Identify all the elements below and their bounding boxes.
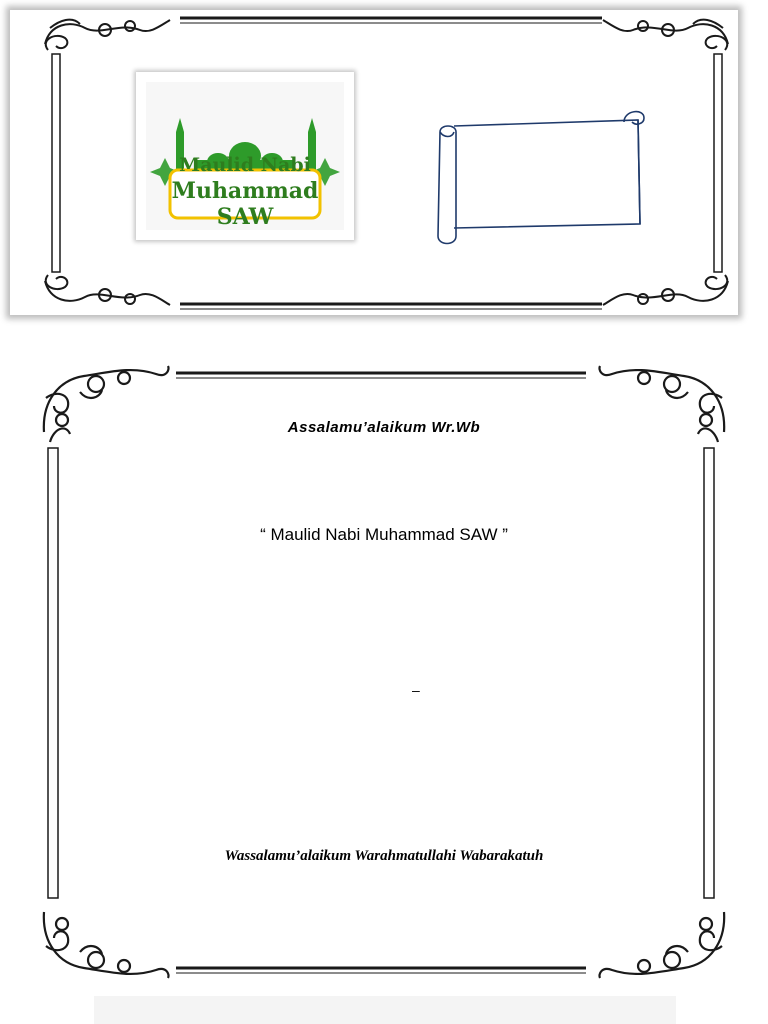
corner-ornament-bottom-left [45,275,170,305]
corner-ornament-bottom-right [603,275,728,305]
maulid-logo [146,82,344,230]
corner-ornament-top-right [603,20,728,50]
footer-bar [94,996,676,1024]
event-title: “ Maulid Nabi Muhammad SAW ” [260,525,508,544]
envelope-card [10,10,738,315]
logo-title-line1: Maulid Nabi [179,154,311,176]
dash-mark: – [412,682,420,698]
logo-title-line2: Muhammad SAW [171,178,319,230]
maulid-logo-card [136,72,354,240]
blank-scroll-icon [434,104,646,246]
letter-page [40,362,728,982]
corner-ornament-bottom-left [44,912,169,978]
closing-text: Wassalamu’alaikum Warahmatullahi Wabarakatuh [224,848,544,864]
letter-ornate-frame [40,362,728,982]
corner-ornament-bottom-right [600,912,725,978]
greeting-text: Assalamu’alaikum Wr.Wb [287,419,481,436]
corner-ornament-top-left [45,20,170,50]
